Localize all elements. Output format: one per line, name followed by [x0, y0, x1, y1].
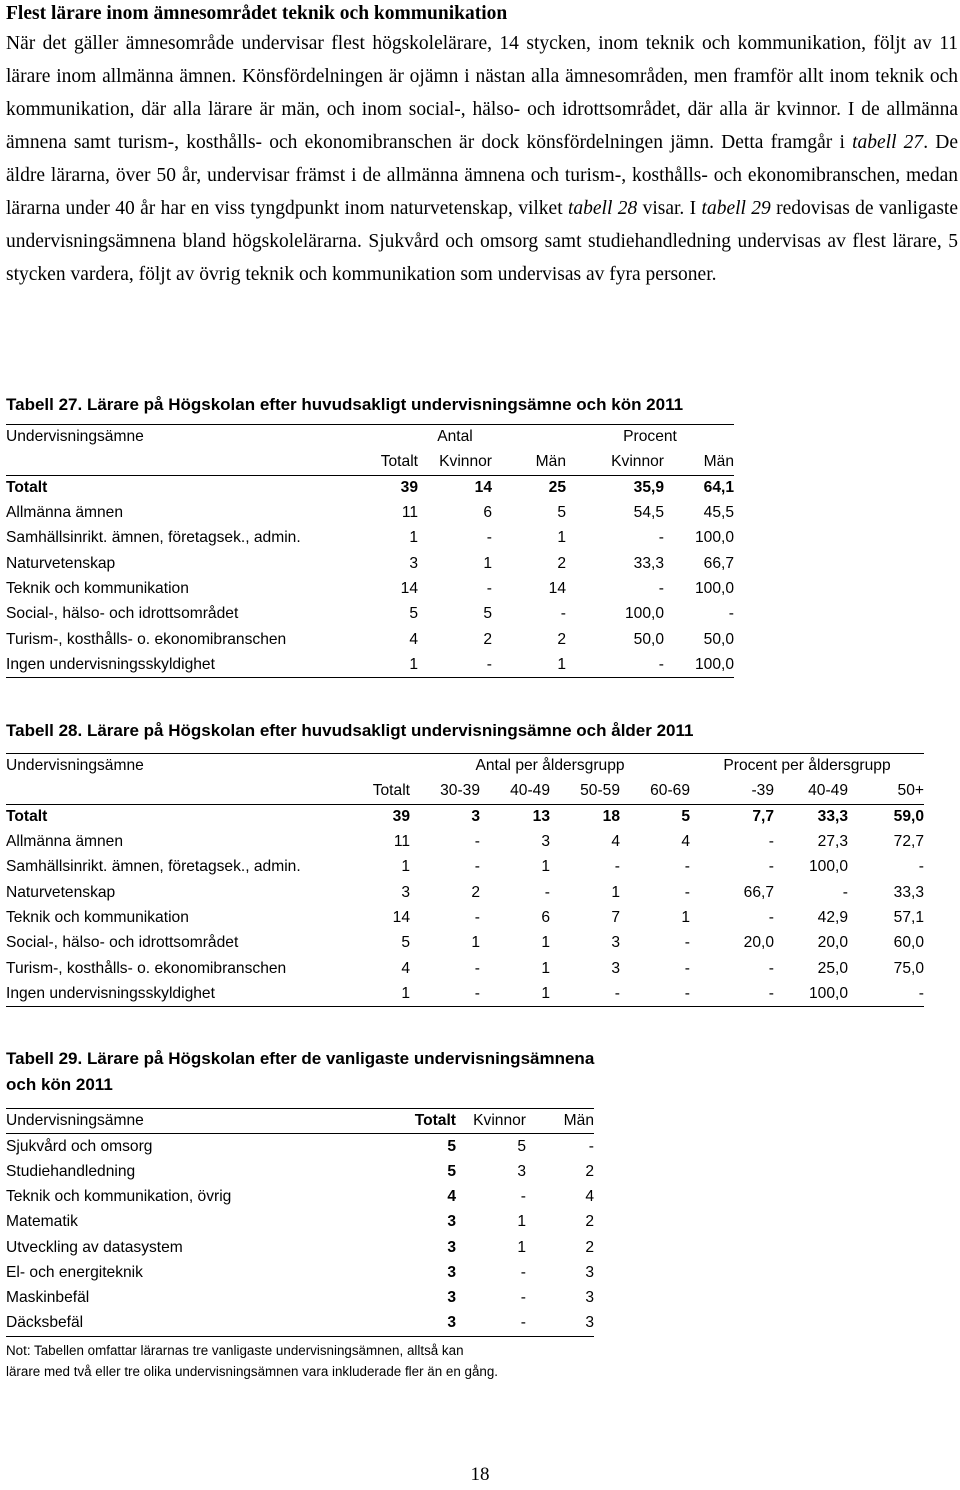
- table-cell: -: [684, 934, 690, 952]
- table-cell: -: [684, 883, 690, 901]
- table-cell: 20,0: [743, 934, 774, 952]
- table-row: [6, 931, 924, 956]
- table-cell: 1: [557, 529, 566, 547]
- table-row: [6, 981, 924, 1006]
- table-cell: -: [550, 981, 620, 1006]
- table-cell: 1: [541, 858, 550, 876]
- table-cell: -: [620, 981, 690, 1006]
- column-header: 50-59: [550, 779, 620, 804]
- table-cell: 25: [548, 478, 566, 496]
- column-header: Kvinnor: [456, 1109, 526, 1134]
- table-cell: -: [658, 529, 664, 547]
- table-cell: 4: [585, 1188, 594, 1206]
- table-cell: 2: [471, 883, 480, 901]
- table-cell: 3: [409, 554, 418, 572]
- column-header: 40-49: [480, 779, 550, 804]
- table-cell: 13: [532, 807, 550, 825]
- table-cell: 4: [447, 1188, 456, 1206]
- table-row: [6, 475, 734, 500]
- table-cell: 3: [585, 1289, 594, 1307]
- table-cell: -: [486, 579, 492, 597]
- table-cell: 18: [602, 807, 620, 825]
- column-header: 50+: [848, 779, 924, 804]
- note-line: lärare med två eller tre olika undervisningsämnen vara inkluderade fler än en gång.: [6, 1364, 499, 1379]
- column-header: -39: [690, 779, 774, 804]
- table-cell: -: [690, 981, 774, 1006]
- table-cell: 45,5: [703, 504, 734, 522]
- column-header: Kvinnor: [566, 450, 664, 475]
- table-cell: 1: [611, 883, 620, 901]
- table-cell: -: [588, 1137, 594, 1155]
- table-cell: 1: [541, 934, 550, 952]
- table-cell: 100,0: [774, 981, 848, 1006]
- table-row: [6, 1260, 594, 1285]
- table-cell: 14: [548, 579, 566, 597]
- table-row: [6, 1311, 594, 1336]
- table-cell: 3: [447, 1289, 456, 1307]
- table-cell: 100,0: [694, 579, 734, 597]
- table-cell: 1: [480, 981, 550, 1006]
- table-cell: 3: [394, 1311, 456, 1336]
- table-reference: tabell 29: [701, 198, 771, 219]
- table-reference: tabell 27: [852, 132, 924, 153]
- table-cell: -: [486, 529, 492, 547]
- column-group-count: Antal: [418, 425, 492, 450]
- table-cell: 5: [681, 807, 690, 825]
- table-cell: 4: [409, 630, 418, 648]
- table-29-caption: [6, 1046, 706, 1098]
- table-cell: 2: [557, 630, 566, 648]
- column-header: Totalt: [354, 779, 410, 804]
- table-cell: 14: [474, 478, 492, 496]
- table-cell: 7,7: [752, 807, 774, 825]
- table-cell: 3: [401, 883, 410, 901]
- table-cell: 33,3: [633, 554, 664, 572]
- table-cell: 5: [447, 1137, 456, 1155]
- table-row: [6, 1286, 594, 1311]
- table-cell: 11: [393, 833, 410, 851]
- table-cell: 33,3: [893, 883, 924, 901]
- table-cell: 1: [517, 1213, 526, 1231]
- table-row: [6, 526, 734, 551]
- table-cell: 75,0: [893, 959, 924, 977]
- table-cell: 3: [517, 1162, 526, 1180]
- table-row: [6, 1159, 594, 1184]
- table-cell: 1: [362, 652, 418, 677]
- column-group-count: Antal per åldersgrupp: [410, 754, 690, 779]
- row-label: Social-, hälso- och idrottsområdet: [6, 605, 239, 623]
- table-row: [6, 602, 734, 627]
- row-label: Däcksbefäl: [6, 1311, 394, 1336]
- body-text-part: När det gäller ämnesområde undervisar flest högskolelärare, 14 stycken, inom teknik och kommunikation, följt av 11 lärare inom allmänna ämnen. Könsfördelningen är ojämn i nästan alla ämnesområden, men framför allt inom teknik och kommunikation, där alla lärare är män, och inom social-, hälso- och idrottsområdet, där alla är kvinnor. I de allmänna ämnena samt turism-, kosthålls- och ekonomibranschen är dock könsfördelningen jämn. Detta framgår i: [6, 33, 958, 153]
- row-label: Allmänna ämnen: [6, 833, 124, 851]
- column-header: 60-69: [620, 779, 690, 804]
- table-cell: 57,1: [893, 908, 924, 926]
- column-header: Män: [526, 1109, 594, 1134]
- table-cell: 1: [541, 959, 550, 977]
- table-cell: -: [658, 579, 664, 597]
- row-label: Utveckling av datasystem: [6, 1238, 183, 1256]
- table-cell: 1: [681, 908, 690, 926]
- table-cell: -: [418, 652, 492, 677]
- table-cell: 4: [401, 959, 410, 977]
- row-label: Ingen undervisningsskyldighet: [6, 652, 362, 677]
- table-cell: -: [560, 605, 566, 623]
- table-27: [6, 424, 734, 678]
- column-group-percent: Procent: [566, 425, 734, 450]
- table-cell: 5: [401, 934, 410, 952]
- table-cell: -: [474, 908, 480, 926]
- table-cell: 1: [401, 858, 410, 876]
- table-cell: 14: [400, 579, 418, 597]
- table-row: [6, 551, 734, 576]
- table-cell: 39: [400, 478, 418, 496]
- body-text-part: visar. I: [637, 198, 702, 219]
- table-29-note: [6, 1340, 498, 1382]
- table-row: [6, 956, 924, 981]
- table-cell: 100,0: [624, 605, 664, 623]
- column-header-subject: Undervisningsämne: [6, 1109, 394, 1134]
- table-cell: 3: [585, 1263, 594, 1281]
- column-header: Kvinnor: [418, 450, 492, 475]
- row-label: El- och energiteknik: [6, 1263, 143, 1281]
- table-cell: 3: [526, 1311, 594, 1336]
- table-cell: 42,9: [817, 908, 848, 926]
- column-header: Totalt: [394, 1109, 456, 1134]
- table-28: [6, 753, 924, 1007]
- table-cell: -: [566, 652, 664, 677]
- table-cell: 25,0: [817, 959, 848, 977]
- row-label: Maskinbefäl: [6, 1289, 90, 1307]
- table-row: [6, 1235, 594, 1260]
- body-text-part: redovisas de vanligaste undervisningsämnena bland högskolelärarna. Sjukvård och omsorg samt studiehandledning undervisas av flest lärare, 5 stycken vardera, följt av övrig teknik och kommunikation som undervisas av fyra personer.: [6, 198, 958, 285]
- table-reference: tabell 28: [567, 198, 638, 219]
- table-cell: 66,7: [703, 554, 734, 572]
- table-cell: -: [684, 959, 690, 977]
- table-cell: -: [684, 858, 690, 876]
- table-row: [6, 880, 924, 905]
- table-cell: 4: [611, 833, 620, 851]
- table-cell: 3: [611, 959, 620, 977]
- table-cell: 66,7: [743, 883, 774, 901]
- table-cell: 3: [447, 1213, 456, 1231]
- table-cell: 1: [409, 529, 418, 547]
- table-cell: 27,3: [817, 833, 848, 851]
- table-row: [6, 855, 924, 880]
- row-label: Totalt: [6, 807, 48, 825]
- table-cell: 1: [517, 1238, 526, 1256]
- table-cell: 1: [483, 554, 492, 572]
- column-header-subject: Undervisningsämne: [6, 425, 362, 450]
- table-cell: 54,5: [633, 504, 664, 522]
- table-cell: 5: [517, 1137, 526, 1155]
- table-29: [6, 1108, 594, 1337]
- table-cell: -: [728, 605, 734, 623]
- row-label: Naturvetenskap: [6, 883, 116, 901]
- table-cell: 72,7: [893, 833, 924, 851]
- table-cell: 4: [681, 833, 690, 851]
- table-cell: 60,0: [893, 934, 924, 952]
- table-cell: 3: [447, 1263, 456, 1281]
- row-label: Naturvetenskap: [6, 554, 116, 572]
- row-label: Teknik och kommunikation, övrig: [6, 1188, 232, 1206]
- body-paragraph: [6, 27, 958, 291]
- table-row: [6, 576, 734, 601]
- table-cell: 33,3: [817, 807, 848, 825]
- table-cell: 2: [483, 630, 492, 648]
- table-cell: 64,1: [703, 478, 734, 496]
- table-cell: 6: [483, 504, 492, 522]
- row-label: Teknik och kommunikation: [6, 579, 189, 597]
- table-cell: 50,0: [703, 630, 734, 648]
- table-cell: 1: [471, 934, 480, 952]
- table-row: [6, 1210, 594, 1235]
- table-cell: 3: [447, 1238, 456, 1256]
- table-cell: 3: [471, 807, 480, 825]
- table-27-caption: Tabell 27. Lärare på Högskolan efter huvudsakligt undervisningsämne och kön 2011: [6, 395, 684, 414]
- table-cell: 1: [492, 652, 566, 677]
- column-header-subject: Undervisningsämne: [6, 754, 354, 779]
- table-cell: -: [614, 858, 620, 876]
- table-cell: 50,0: [633, 630, 664, 648]
- table-cell: -: [768, 908, 774, 926]
- table-cell: 3: [611, 934, 620, 952]
- table-cell: 5: [409, 605, 418, 623]
- column-header: Totalt: [362, 450, 418, 475]
- table-cell: 100,0: [664, 652, 734, 677]
- table-row: [6, 905, 924, 930]
- table-cell: 59,0: [893, 807, 924, 825]
- note-line: Not: Tabellen omfattar lärarnas tre vanligaste undervisningsämnen, alltså kan: [6, 1343, 464, 1358]
- row-label: Turism-, kosthålls- o. ekonomibranschen: [6, 959, 287, 977]
- row-label: Matematik: [6, 1213, 78, 1231]
- table-cell: -: [768, 858, 774, 876]
- table-cell: -: [768, 959, 774, 977]
- table-cell: 14: [392, 908, 410, 926]
- table-cell: -: [474, 858, 480, 876]
- table-cell: 6: [541, 908, 550, 926]
- table-cell: 100,0: [694, 529, 734, 547]
- table-cell: 2: [557, 554, 566, 572]
- table-cell: 1: [354, 981, 410, 1006]
- column-group-percent: Procent per åldersgrupp: [690, 754, 924, 779]
- body-text-part: . De äldre lärarna, över 50 år, undervisar främst i de allmänna ämnena och turism-, kosthålls- och ekonomibranschen, medan lärarna under 40 år har en viss tyngdpunkt inom naturvetenskap, vilket: [6, 132, 958, 219]
- table-cell: 2: [585, 1213, 594, 1231]
- row-label: Turism-, kosthålls- o. ekonomibranschen: [6, 630, 287, 648]
- row-label: Sjukvård och omsorg: [6, 1137, 153, 1155]
- row-label: Allmänna ämnen: [6, 504, 124, 522]
- table-cell: -: [474, 959, 480, 977]
- caption-line: och kön 2011: [6, 1075, 113, 1094]
- row-label: Samhällsinrikt. ämnen, företagsek., admin.: [6, 858, 301, 876]
- column-header: Män: [664, 450, 734, 475]
- table-row: [6, 1184, 594, 1209]
- table-cell: 35,9: [633, 478, 664, 496]
- table-cell: 5: [557, 504, 566, 522]
- table-row: [6, 627, 734, 652]
- table-row: [6, 652, 734, 677]
- row-label: Studiehandledning: [6, 1162, 136, 1180]
- table-cell: 2: [585, 1238, 594, 1256]
- table-cell: -: [456, 1311, 526, 1336]
- table-cell: 39: [392, 807, 410, 825]
- page-number: 18: [470, 1464, 490, 1485]
- row-label: Teknik och kommunikation: [6, 908, 189, 926]
- table-cell: 5: [447, 1162, 456, 1180]
- column-header: Män: [492, 450, 566, 475]
- table-row: [6, 829, 924, 854]
- table-cell: 5: [483, 605, 492, 623]
- column-header: 30-39: [410, 779, 480, 804]
- row-label: Totalt: [6, 478, 48, 496]
- section-heading: Flest lärare inom ämnesområdet teknik och kommunikation: [6, 3, 508, 24]
- row-label: Social-, hälso- och idrottsområdet: [6, 934, 239, 952]
- table-row: [6, 804, 924, 829]
- row-label: Samhällsinrikt. ämnen, företagsek., admin.: [6, 529, 301, 547]
- table-cell: -: [474, 833, 480, 851]
- table-cell: -: [544, 883, 550, 901]
- column-header: 40-49: [774, 779, 848, 804]
- table-cell: -: [768, 833, 774, 851]
- table-cell: -: [918, 858, 924, 876]
- table-cell: 3: [541, 833, 550, 851]
- table-cell: 11: [401, 504, 418, 522]
- table-row: [6, 1134, 594, 1159]
- table-cell: -: [848, 981, 924, 1006]
- table-cell: -: [520, 1263, 526, 1281]
- table-cell: -: [842, 883, 848, 901]
- table-28-caption: Tabell 28. Lärare på Högskolan efter huvudsakligt undervisningsämne och ålder 2011: [6, 721, 694, 740]
- row-label: Ingen undervisningsskyldighet: [6, 981, 354, 1006]
- table-cell: 20,0: [817, 934, 848, 952]
- table-cell: -: [520, 1289, 526, 1307]
- caption-line: Tabell 29. Lärare på Högskolan efter de vanligaste undervisningsämnena: [6, 1049, 595, 1068]
- table-cell: -: [410, 981, 480, 1006]
- table-cell: 7: [611, 908, 620, 926]
- table-cell: -: [520, 1188, 526, 1206]
- table-cell: 2: [585, 1162, 594, 1180]
- table-cell: 100,0: [808, 858, 848, 876]
- table-row: [6, 500, 734, 525]
